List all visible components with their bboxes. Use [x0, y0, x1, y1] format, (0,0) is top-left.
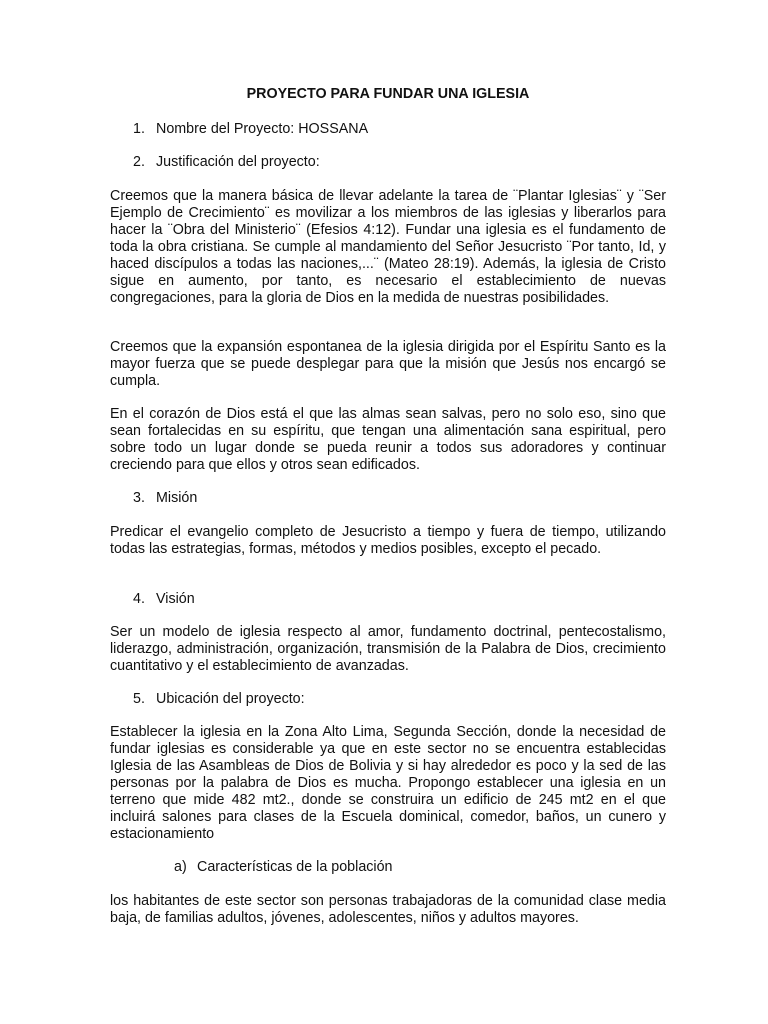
section-label: Ubicación del proyecto:	[156, 691, 305, 707]
document-title: PROYECTO PARA FUNDAR UNA IGLESIA	[246, 86, 530, 102]
section-heading-mission	[133, 490, 197, 507]
section-heading-justification	[133, 154, 320, 171]
paragraph-population: los habitantes de este sector son personas trabajadoras de la comunidad clase media baja, de familias adultos, jóvenes, adolescentes, niños y adultos mayores.	[110, 893, 666, 926]
section-label: Justificación del proyecto:	[156, 154, 320, 170]
section-number: 3.	[133, 490, 145, 506]
section-number: 5.	[133, 691, 145, 707]
paragraph-mission: Predicar el evangelio completo de Jesucristo a tiempo y fuera de tiempo, utilizando todas las estrategias, formas, métodos y medios posibles, excepto el pecado.	[110, 524, 666, 557]
paragraph-justification-3: En el corazón de Dios está el que las almas sean salvas, pero no solo eso, sino que sean fortalecidas en su espíritu, que tengan una alimentación sana espiritual, pero sobre todo un lugar donde se pueda reunir a todos sus adoradores y continuar creciendo para que ellos y otros sean edificados.	[110, 406, 666, 473]
section-number: 2.	[133, 154, 145, 170]
section-heading-location	[133, 691, 305, 708]
paragraph-justification-1: Creemos que la manera básica de llevar adelante la tarea de ¨Plantar Iglesias¨ y ¨Ser Ejemplo de Crecimiento¨ es movilizar a los miembros de las iglesias y liberarlos para hacer la ¨Obra del Ministerio¨ (Efesios 4:12). Fundar una iglesia es el fundamento de toda la obra cristiana. Se cumple al mandamiento del Señor Jesucristo ¨Por tanto, Id, y haced discípulos a todas las naciones,...¨ (Mateo 28:19). Además, la iglesia de Cristo sigue en aumento, por tanto, es necesario el establecimiento de nuevas congregaciones, para la gloria de Dios en la medida de nuestras posibilidades.	[110, 188, 666, 306]
paragraph-vision: Ser un modelo de iglesia respecto al amor, fundamento doctrinal, pentecostalismo, liderazgo, administración, organización, transmisión de la Palabra de Dios, crecimiento cuantitativo y el establecimiento de avanzadas.	[110, 624, 666, 674]
paragraph-justification-2: Creemos que la expansión espontanea de la iglesia dirigida por el Espíritu Santo es la mayor fuerza que se puede desplegar para que la misión que Jesús nos encargó se cumpla.	[110, 339, 666, 389]
section-number: 1.	[133, 121, 145, 137]
section-number: a)	[174, 859, 187, 875]
section-label: Visión	[156, 591, 195, 607]
section-heading-vision	[133, 591, 195, 608]
section-label: Nombre del Proyecto: HOSSANA	[156, 121, 369, 137]
paragraph-location: Establecer la iglesia en la Zona Alto Lima, Segunda Sección, donde la necesidad de fundar iglesias es considerable ya que en este sector no se encuentra establecidas Iglesia de las Asambleas de Dios de Bolivia y si hay alrededor es poco y la sed de las personas por la palabra de Dios es mucha. Propongo establecer una iglesia en un terreno que mide 482 mt2., donde se construira un edificio de 245 mt2 en el que incluirá salones para clases de la Escuela dominical, comedor, baños, un cunero y estacionamiento	[110, 724, 666, 842]
section-number: 4.	[133, 591, 145, 607]
subsection-heading-population	[174, 859, 393, 876]
section-label: Características de la población	[197, 859, 393, 875]
section-label: Misión	[156, 490, 198, 506]
section-heading-project-name	[133, 121, 368, 138]
